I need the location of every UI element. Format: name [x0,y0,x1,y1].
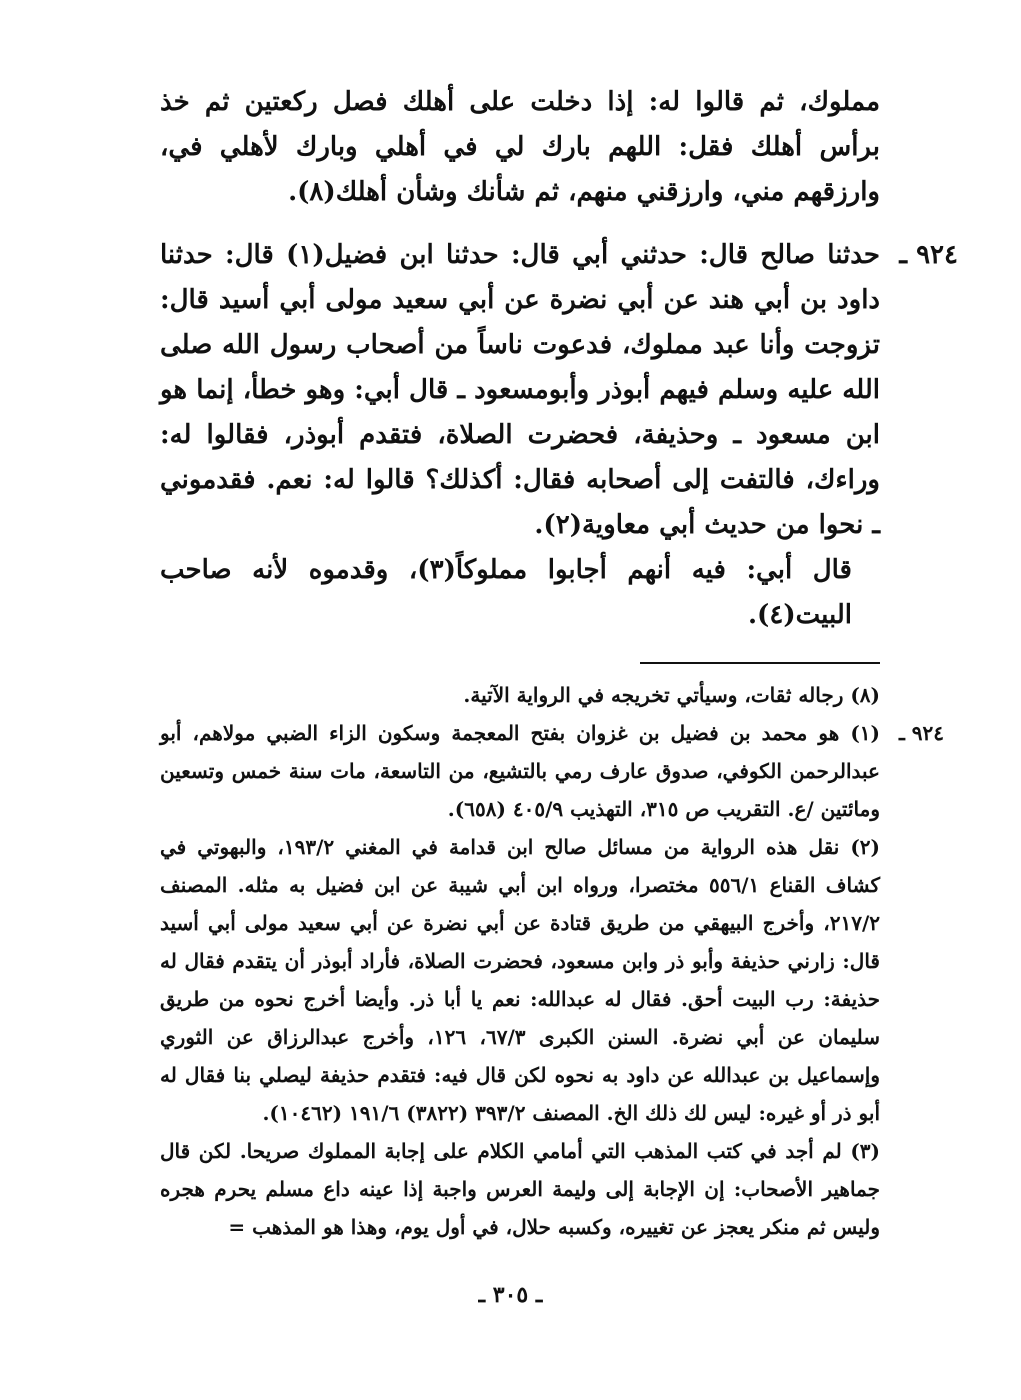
hadith-note: قال أبي: فيه أنهم أجابوا مملوكاً(٣)، وقدموه لأنه صاحب البيت(٤). [160,555,852,630]
footnote-group-number: ٩٢٤ ـ [898,721,944,745]
main-text [160,80,958,638]
document-page [160,80,958,1246]
hadith-924 [160,233,958,638]
page-number: ـ ٣٠٥ ـ [478,1282,543,1308]
footnote-8: (٨) رجاله ثقات، وسيأتي تخريجه في الرواية الآتية. [463,683,880,707]
hadith-number: ٩٢٤ ـ [899,240,958,270]
footnote-3: (٣) لم أجد في كتب المذهب التي أمامي الكلام على إجابة المملوك صريحا. لكن قال جماهير الأصحاب: إن الإجابة إلى وليمة العرس واجبة إذا عينه داع مسلم يحرم هجره وليس ثم منكر يعجز عن تغييره، وكسبه حلال، في أول يوم، وهذا هو المذهب = [160,1139,880,1239]
footnote-1: (١) هو محمد بن فضيل بن غزوان بفتح المعجمة وسكون الزاء الضبي مولاهم، أبو عبدالرحمن الكوفي، صدوق عارف رمي بالتشيع، من التاسعة، مات سنة خمس وتسعين ومائتين /ع. التقريب ص ٣١٥، التهذيب ٤٠٥/٩ (٦٥٨). [160,721,880,821]
footnote-group-924 [160,714,944,1246]
footnote-2: (٢) نقل هذه الرواية من مسائل صالح ابن قدامة في المغني ١٩٣/٢، والبهوتي في كشاف القناع ٥٥٦/١ مختصرا، ورواه ابن أبي شيبة عن ابن فضيل به مثله. المصنف ٢١٧/٢، وأخرج البيهقي من طريق قتادة عن أبي نضرة عن أبي سعيد مولى أبي أسيد قال: زارني حذيفة وأبو ذر وابن مسعود، فحضرت الصلاة، فأراد أبوذر أن يتقدم فقال له حذيفة: رب البيت أحق. فقال له عبدالله: نعم يا أبا ذر. وأيضا أخرج نحوه من طريق سليمان عن أبي نضرة. السنن الكبرى ٦٧/٣، ١٢٦، وأخرج عبدالرزاق عن الثوري وإسماعيل بن عبدالله عن داود به نحوه لكن قال فيه: فتقدم حذيفة ليصلي بنا فقال له أبو ذر أو غيره: ليس لك ذلك الخ. المصنف ٣٩٣/٢ (٣٨٢٢) ١٩١/٦ (١٠٤٦٢). [160,835,881,1125]
footnotes [160,676,944,1246]
hadith-text: حدثنا صالح قال: حدثني أبي قال: حدثنا ابن فضيل(١) قال: حدثنا داود بن أبي هند عن أبي نضرة عن أبي سعيد مولى أبي أسيد قال: تزوجت وأنا عبد مملوك، فدعوت ناساً من أصحاب رسول الله صلى الله عليه وسلم فيهم أبوذر وأبومسعود ـ قال أبي: وهو خطأ، إنما هو ابن مسعود ـ وحذيفة، فحضرت الصلاة، فتقدم أبوذر، فقالوا له: وراءك، فالتفت إلى أصحابه فقال: أكذلك؟ قالوا له: نعم. فقدموني ـ نحوا من حديث أبي معاوية(٢). [160,240,880,540]
footnote-divider [640,662,880,664]
continuation-paragraph: مملوك، ثم قالوا له: إذا دخلت على أهلك فصل ركعتين ثم خذ برأس أهلك فقل: اللهم بارك لي في أهلي وبارك لأهلي في، وارزقهم مني، وارزقني منهم، ثم شأنك وشأن أهلك(٨). [160,87,880,207]
